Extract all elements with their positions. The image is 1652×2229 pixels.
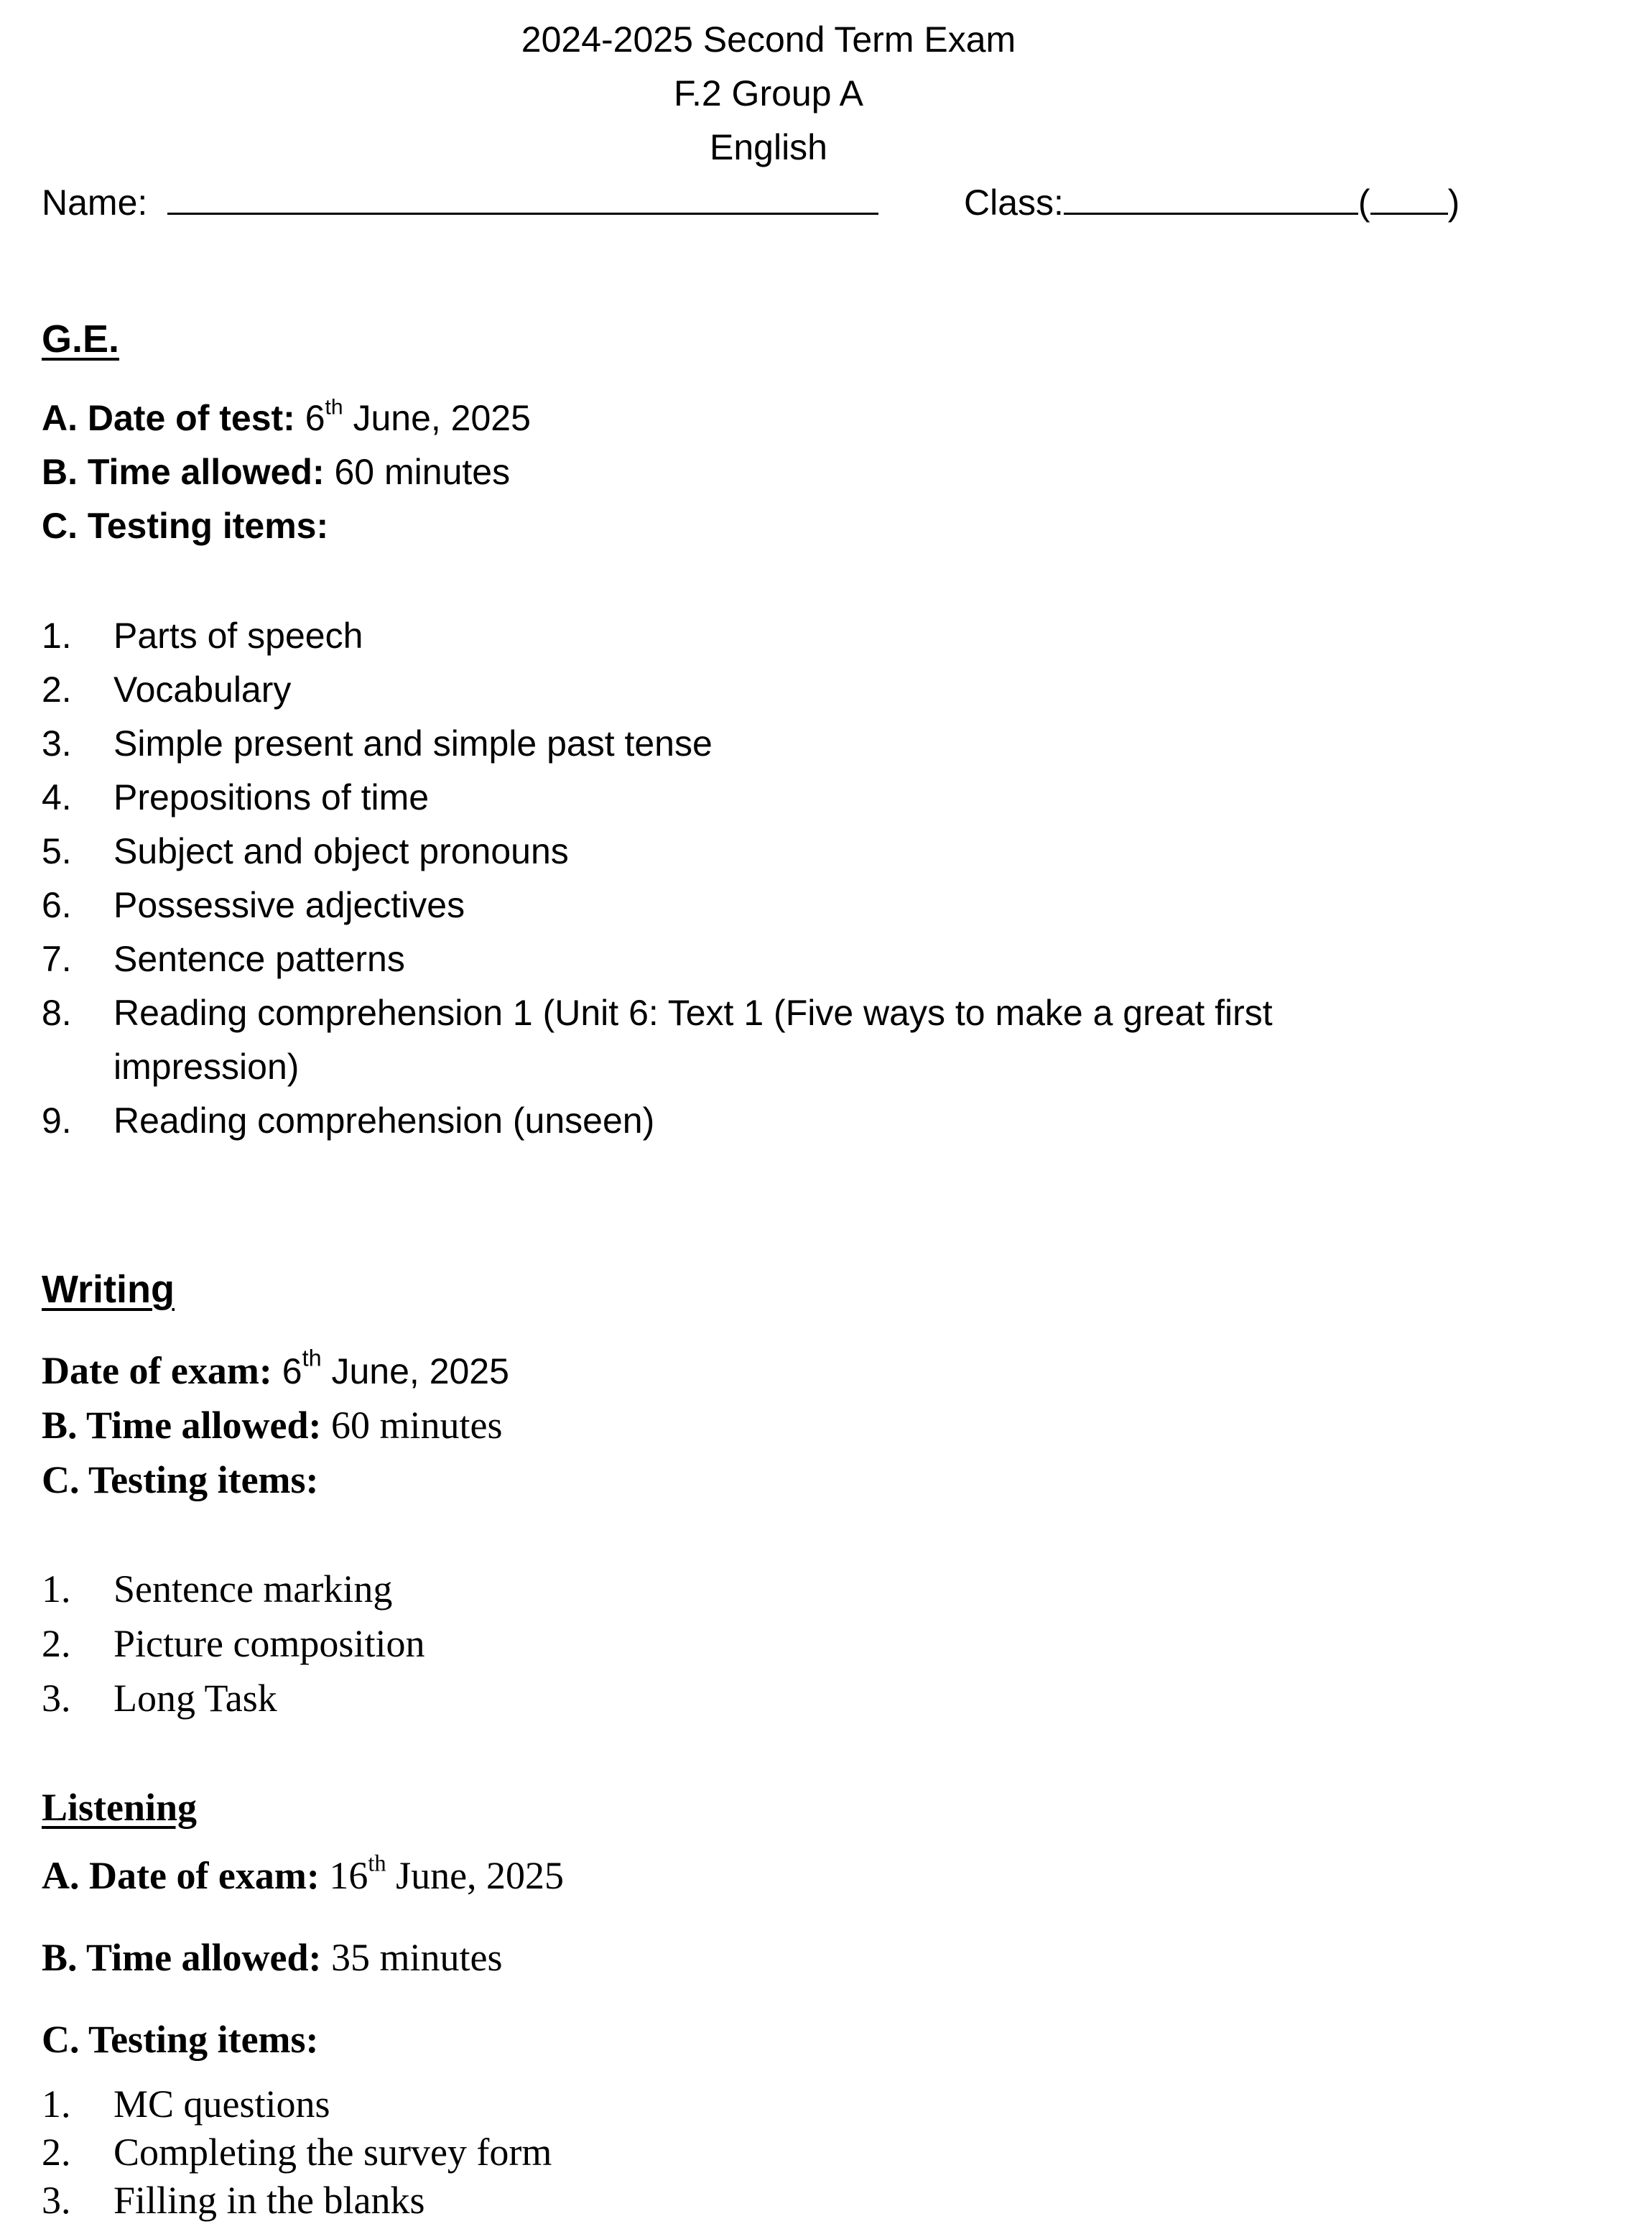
exam-header xyxy=(0,13,1537,175)
ge-items-list xyxy=(42,609,1406,1148)
list-item-number: 6. xyxy=(42,885,72,925)
writing-section-title: Writing xyxy=(42,1268,175,1311)
list-item xyxy=(42,1671,1406,1725)
list-item-number: 5. xyxy=(42,831,72,871)
listening-date-day: 16 xyxy=(319,1854,368,1897)
writing-time-value: 60 minutes xyxy=(321,1404,503,1447)
list-item-number: 9. xyxy=(42,1100,72,1141)
list-item xyxy=(42,663,1406,717)
list-item-text: Picture composition xyxy=(113,1622,425,1665)
writing-items-list xyxy=(42,1562,1406,1725)
list-item-text: Reading comprehension 1 (Unit 6: Text 1 (Five ways to make a great first impression) xyxy=(113,993,1273,1087)
list-item-text: Vocabulary xyxy=(113,669,292,710)
ge-section-title: G.E. xyxy=(42,318,120,361)
class-number-blank xyxy=(1370,175,1448,215)
ge-items-label-text: C. Testing items: xyxy=(42,506,329,546)
list-item xyxy=(42,1094,1406,1148)
ge-items-label xyxy=(42,501,328,551)
name-blank xyxy=(167,175,878,215)
class-number-open: ( xyxy=(1358,182,1370,223)
list-item-text: Long Task xyxy=(113,1677,277,1720)
class-label: Class: xyxy=(964,182,1064,223)
listening-date xyxy=(42,1848,564,1903)
list-item-number: 3. xyxy=(42,1677,71,1720)
listening-items-label-text: C. Testing items: xyxy=(42,2018,319,2061)
ge-time-label: B. Time allowed: xyxy=(42,452,325,492)
writing-date-day: 6 xyxy=(272,1351,302,1391)
writing-time xyxy=(42,1398,503,1452)
listening-time-value: 35 minutes xyxy=(321,1936,503,1979)
exam-subject: English xyxy=(710,127,827,167)
ge-date-suffix: th xyxy=(325,395,343,420)
listening-items-label xyxy=(42,2012,319,2067)
list-item-text: Parts of speech xyxy=(113,616,363,656)
writing-time-label: B. Time allowed: xyxy=(42,1404,322,1447)
listening-items-list xyxy=(42,2080,1406,2225)
list-item xyxy=(42,932,1406,986)
writing-date-suffix: th xyxy=(302,1345,322,1371)
listening-section-title: Listening xyxy=(42,1786,198,1829)
class-number-close: ) xyxy=(1447,182,1460,223)
list-item xyxy=(42,879,1406,932)
class-blank xyxy=(1064,175,1358,215)
list-item-number: 2. xyxy=(42,669,72,710)
list-item xyxy=(42,1616,1406,1671)
list-item xyxy=(42,717,1406,771)
list-item-number: 1. xyxy=(42,616,72,656)
ge-date-rest: June, 2025 xyxy=(343,398,531,438)
exam-term-title: 2024-2025 Second Term Exam xyxy=(521,19,1016,60)
list-item-text: Possessive adjectives xyxy=(113,885,465,925)
list-item xyxy=(42,771,1406,825)
writing-date-rest: June, 2025 xyxy=(321,1351,509,1391)
list-item-number: 3. xyxy=(42,2179,71,2222)
list-item-text: Prepositions of time xyxy=(113,777,430,817)
list-item-number: 7. xyxy=(42,939,72,979)
ge-date-day: 6 xyxy=(305,398,325,438)
list-item-number: 4. xyxy=(42,777,72,817)
list-item-text: Subject and object pronouns xyxy=(113,831,569,871)
list-item xyxy=(42,2080,1406,2128)
list-item-text: Simple present and simple past tense xyxy=(113,723,713,764)
list-item-number: 1. xyxy=(42,2082,71,2126)
list-item-number: 1. xyxy=(42,1567,71,1611)
name-label: Name: xyxy=(42,182,148,223)
listening-date-suffix: th xyxy=(368,1850,386,1877)
writing-items-label xyxy=(42,1452,319,1507)
listening-time-label: B. Time allowed: xyxy=(42,1936,322,1979)
exam-group: F.2 Group A xyxy=(673,73,864,113)
list-item xyxy=(42,2128,1406,2177)
list-item-number: 8. xyxy=(42,993,72,1033)
list-item-text: MC questions xyxy=(113,2082,330,2126)
list-item-number: 2. xyxy=(42,2131,71,2174)
listening-date-label: A. Date of exam: xyxy=(42,1854,320,1897)
list-item xyxy=(42,2177,1406,2225)
list-item-text: Completing the survey form xyxy=(113,2131,552,2174)
class-field xyxy=(964,175,1460,228)
listening-date-rest: June, 2025 xyxy=(386,1854,565,1897)
list-item-text: Filling in the blanks xyxy=(113,2179,425,2222)
list-item-number: 3. xyxy=(42,723,72,764)
list-item xyxy=(42,825,1406,879)
list-item xyxy=(42,1562,1406,1616)
ge-time xyxy=(42,447,510,497)
name-field xyxy=(42,175,878,228)
writing-date xyxy=(42,1343,509,1399)
list-item-text: Sentence patterns xyxy=(113,939,405,979)
ge-time-value: 60 minutes xyxy=(324,452,511,492)
list-item xyxy=(42,609,1406,663)
writing-date-label: Date of exam: xyxy=(42,1349,272,1392)
listening-time xyxy=(42,1930,503,1985)
list-item-text: Reading comprehension (unseen) xyxy=(113,1100,655,1141)
ge-date xyxy=(42,393,531,443)
list-item xyxy=(42,986,1406,1094)
ge-date-label: A. Date of test: xyxy=(42,398,295,438)
writing-items-label-text: C. Testing items: xyxy=(42,1458,319,1501)
list-item-text: Sentence marking xyxy=(113,1567,393,1611)
list-item-number: 2. xyxy=(42,1622,71,1665)
